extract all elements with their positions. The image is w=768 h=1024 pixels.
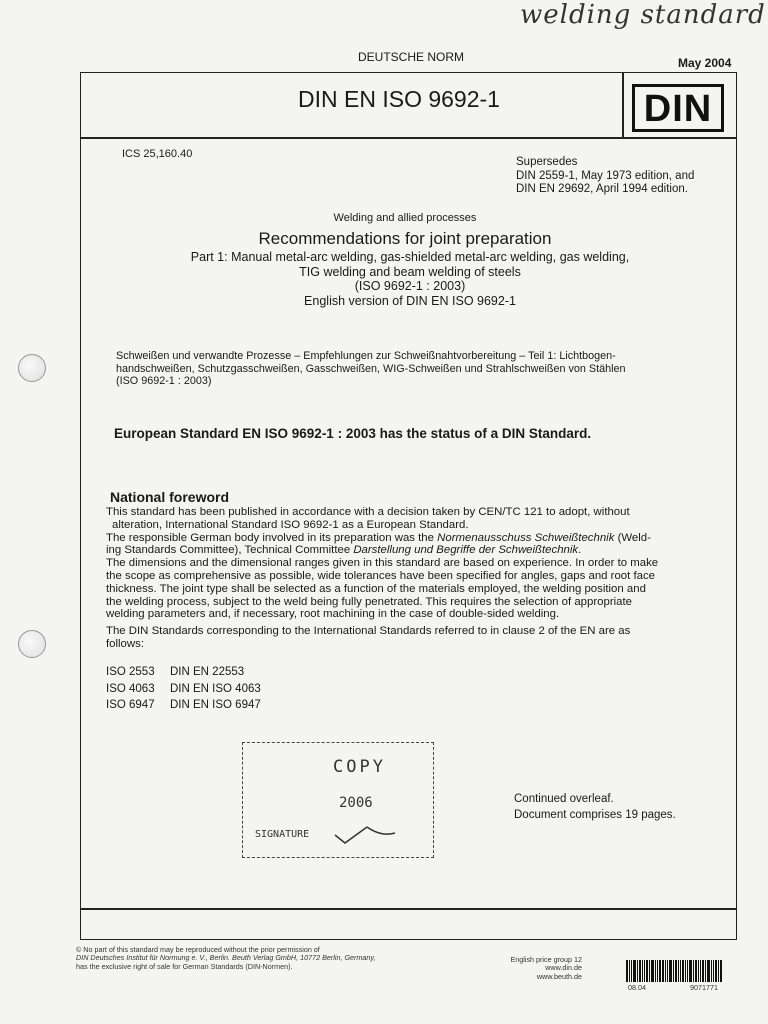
foreword-heading: National foreword	[110, 489, 230, 505]
iso-number: ISO 4063	[106, 682, 155, 695]
stamp-copy-text: COPY	[333, 757, 386, 777]
punch-hole-bottom	[18, 630, 46, 658]
foreword-p3-line-4: the welding process, subject to the weld being fully penetrated. This requires the selection of appropriate	[106, 595, 632, 608]
foreword-p3-line-3: thickness. The joint type shall be selected as a function of the materials employed, the welding position and	[106, 582, 646, 595]
publication-date: May 2004	[678, 56, 732, 70]
supersedes-line-1: DIN 2559-1, May 1973 edition, and	[516, 169, 695, 182]
stamp-date: 2006	[339, 795, 373, 811]
continued-overleaf: Continued overleaf.	[514, 793, 614, 805]
german-title-line-2: handschweißen, Schutzgasschweißen, Gasschweißen, WIG-Schweißen und Strahlschweißen von Stählen	[116, 362, 626, 375]
din-number: DIN EN ISO 4063	[170, 682, 261, 695]
part-title-line-1: Part 1: Manual metal-arc welding, gas-shielded metal-arc welding, gas welding,	[190, 250, 630, 264]
page-count: Document comprises 19 pages.	[514, 809, 676, 821]
foreword-p4-line-1: The DIN Standards corresponding to the International Standards referred to in clause 2 of the EN are as	[106, 625, 631, 638]
foreword-body	[106, 506, 716, 651]
foreword-p3-line-1: The dimensions and the dimensional ranges given in this standard are based on experience. In order to make	[106, 557, 659, 570]
barcode-left-number: 08.04	[628, 983, 646, 992]
p2-text-c: (Weld-	[614, 531, 651, 544]
foreword-p1-line-1: This standard has been published in accordance with a decision taken by CEN/TC 121 to adopt, without	[106, 506, 630, 518]
foreword-p4-line-2: follows:	[106, 637, 144, 650]
foreword-p2-line-2	[106, 544, 716, 557]
correspondence-row	[106, 697, 261, 714]
iso-number: ISO 2553	[106, 666, 155, 678]
stamp-signature-label: SIGNATURE	[255, 829, 310, 840]
german-title-line-1: Schweißen und verwandte Prozesse – Empfehlungen zur Schweißnahtvorbereitung – Teil 1: Lichtbogen-	[116, 350, 616, 362]
correspondence-list	[106, 664, 261, 714]
status-statement: European Standard EN ISO 9692-1 : 2003 has the status of a DIN Standard.	[114, 426, 592, 441]
correspondence-row	[106, 681, 261, 698]
p2-text-a: The responsible German body involved in its preparation was the	[106, 531, 438, 544]
continued-note	[514, 791, 676, 823]
price-group: English price group 12	[510, 955, 582, 964]
price-and-web	[482, 956, 582, 981]
supersedes-line-2: DIN EN 29692, April 1994 edition.	[516, 183, 688, 195]
din-number: DIN EN ISO 6947	[170, 699, 261, 711]
legal-line-1: © No part of this standard may be reproduced without the prior permission of	[76, 945, 320, 954]
footer-divider	[80, 908, 737, 910]
beuth-website: www.beuth.de	[536, 971, 582, 981]
din-website: www.din.de	[545, 963, 582, 973]
foreword-p3-line-5: welding parameters and, if necessary, root machining in the case of double-sided welding.	[106, 608, 560, 621]
din-number: DIN EN 22553	[170, 666, 245, 678]
foreword-p3-line-2: the scope as comprehensive as possible, wide tolerances have been specified for angles, gaps and root face	[106, 569, 655, 582]
part-title	[110, 250, 710, 308]
supersedes-label: Supersedes	[516, 156, 578, 168]
copy-stamp	[242, 742, 434, 858]
document-title: DIN EN ISO 9692-1	[298, 86, 500, 112]
deutsche-norm-label: DEUTSCHE NORM	[358, 50, 465, 64]
p2-line2-text-a: ing Standards Committee), Technical Committee	[106, 544, 354, 557]
barcode-right-number: 9071771	[690, 983, 718, 992]
supersedes-block	[516, 156, 694, 197]
iso-number: ISO 6947	[106, 699, 155, 711]
german-title	[116, 350, 716, 388]
p2-line2-text-c: .	[578, 544, 582, 557]
legal-line-2: DIN Deutsches Institut für Normung e. V., Berlin. Beuth Verlag GmbH, 10772 Berlin, Germany,	[76, 953, 376, 963]
logo-divider	[622, 72, 624, 138]
punch-hole-top	[18, 354, 46, 382]
foreword-p1-line-2: alteration, International Standard ISO 9692-1 as a European Standard.	[112, 518, 469, 531]
p2-technical-committee: Darstellung und Begriffe der Schweißtechnik	[353, 544, 579, 557]
header-divider	[80, 137, 737, 139]
main-title: Recommendations for joint preparation	[258, 229, 552, 248]
barcode-icon	[626, 960, 736, 982]
iso-reference: (ISO 9692-1 : 2003)	[354, 279, 466, 293]
legal-line-3: has the exclusive right of sale for German Standards (DIN-Normen).	[76, 961, 293, 971]
german-title-line-3: (ISO 9692-1 : 2003)	[116, 375, 212, 388]
handwritten-note: welding standard	[520, 0, 766, 30]
english-version-line: English version of DIN EN ISO 9692-1	[304, 293, 516, 308]
copyright-notice	[76, 946, 466, 971]
checkmark-icon	[331, 823, 401, 847]
correspondence-row	[106, 664, 261, 681]
din-logo: DIN	[632, 84, 724, 132]
p2-committee-name: Normenausschuss Schweißtechnik	[437, 531, 615, 544]
ics-code: ICS 25,160.40	[122, 148, 193, 160]
subject-line: Welding and allied processes	[333, 212, 477, 224]
foreword-p2-line-1	[106, 532, 716, 545]
part-title-line-2: TIG welding and beam welding of steels	[299, 264, 521, 279]
